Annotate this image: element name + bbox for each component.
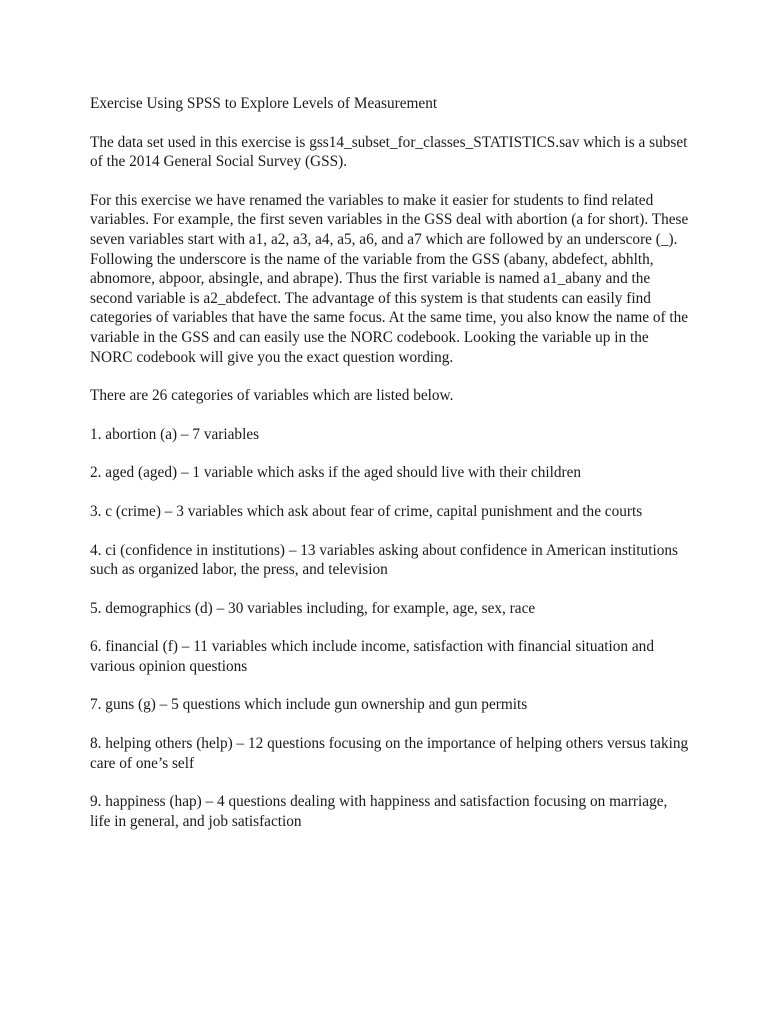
list-item: 5. demographics (d) – 30 variables including, for example, age, sex, race bbox=[90, 599, 536, 617]
list-item: 9. happiness (hap) – 4 questions dealing with happiness and satisfaction focusing on marriage, life in general, and job satisfaction bbox=[90, 793, 668, 830]
categories-intro-paragraph: There are 26 categories of variables which are listed below. bbox=[90, 387, 454, 405]
list-item: 4. ci (confidence in institutions) – 13 variables asking about confidence in American institutions such as organized labor, the press, and television bbox=[90, 541, 678, 579]
list-item: 2. aged (aged) – 1 variable which asks if the aged should live with their children bbox=[90, 464, 582, 482]
intro-paragraph: The data set used in this exercise is gss14_subset_for_classes_STATISTICS.sav which is a subset of the 2014 General Social Survey (GSS). bbox=[90, 133, 688, 171]
list-item: 3. c (crime) – 3 variables which ask about fear of crime, capital punishment and the courts bbox=[90, 502, 643, 520]
list-item: 8. helping others (help) – 12 questions focusing on the importance of helping others versus taking care of one’s self bbox=[90, 735, 689, 772]
list-item: 1. abortion (a) – 7 variables bbox=[90, 425, 260, 443]
document-body bbox=[90, 94, 690, 850]
document-title: Exercise Using SPSS to Explore Levels of Measurement bbox=[90, 95, 438, 112]
list-item: 6. financial (f) – 11 variables which include income, satisfaction with financial situation and various opinion questions bbox=[90, 638, 654, 675]
list-item: 7. guns (g) – 5 questions which include gun ownership and gun permits bbox=[90, 696, 528, 714]
renaming-paragraph: For this exercise we have renamed the variables to make it easier for students to find related variables. For example, the first seven variables in the GSS deal with abortion (a for short). These seven variables start with a1, a2, a3, a4, a5, a6, and a7 which are followed by an underscore (_). Following the underscore is the name of the variable from the GSS (abany, abdefect, abhlth, abnomore, abpoor, absingle, and abrape). Thus the first variable is named a1_abany and the second variable is a2_abdefect. The advantage of this system is that students can easily find categories of variables that have the same focus. At the same time, you also know the name of the variable in the GSS and can easily use the NORC codebook. Looking the variable up in the NORC codebook will give you the exact question wording. bbox=[90, 191, 689, 366]
